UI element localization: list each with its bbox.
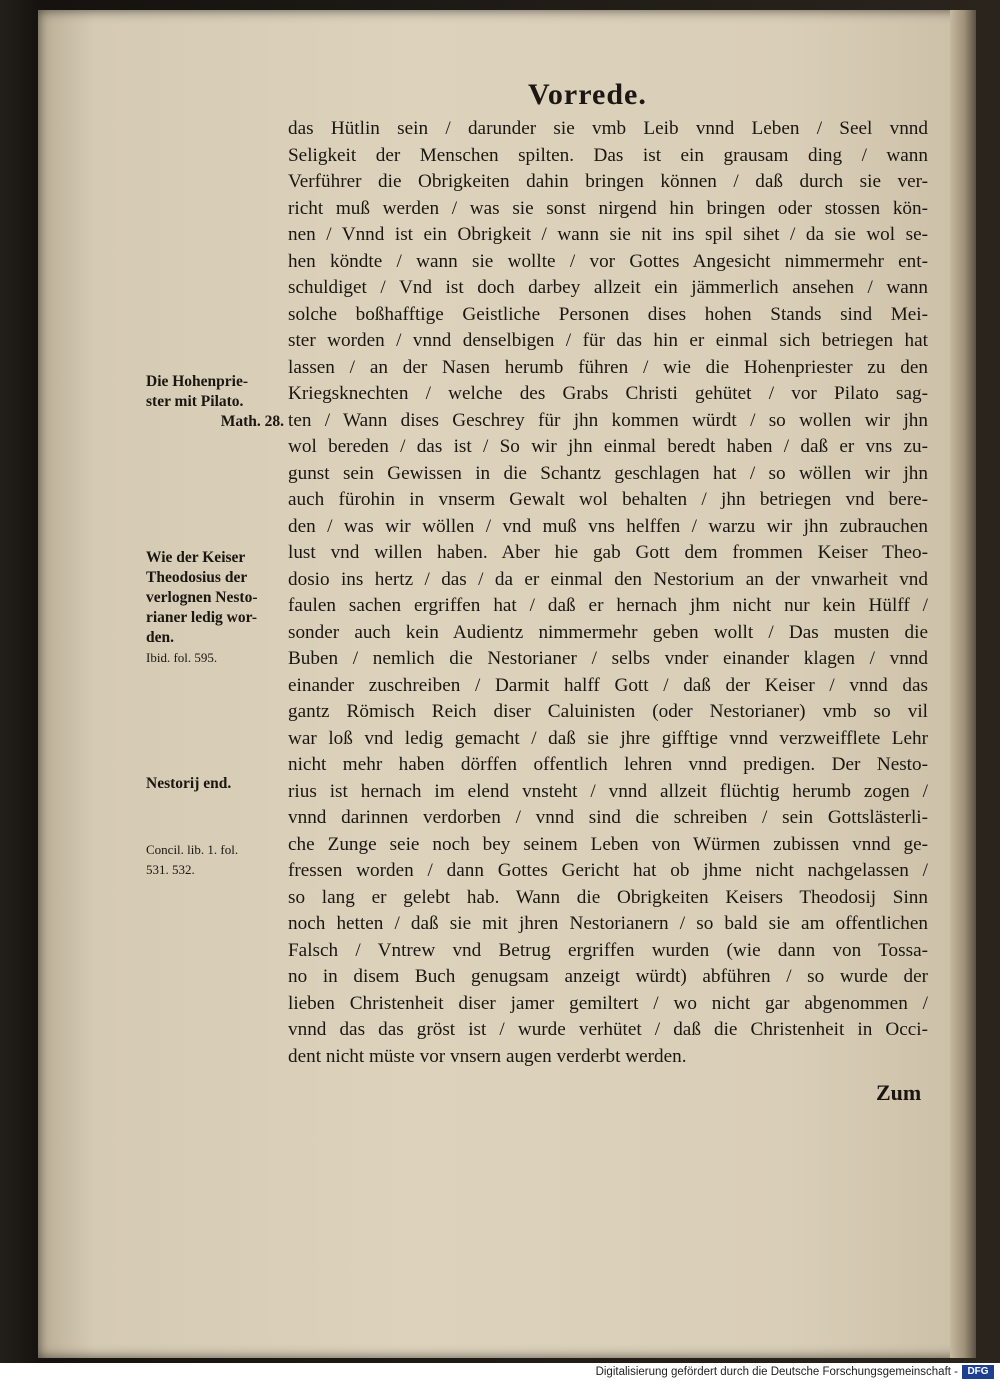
text-line: den / was wir wöllen / vnd muß vns helffen / warzu wir jhn zubrauchen <box>288 515 928 537</box>
margin-note-line: Wie der Keiser <box>146 549 246 566</box>
text-line: wol bereden / das ist / So wir jhn einmal beredt haben / daß er vns zu- <box>288 436 928 457</box>
text-line: sonder auch kein Audientz nimmermehr geben wollt / Das musten die <box>288 621 928 643</box>
catchword: Zum <box>876 1080 922 1105</box>
body-text <box>288 116 928 1070</box>
margin-note-line: 531. 532. <box>146 862 195 877</box>
text-line: lassen / an der Nasen herumb führen / wie die Hohenpriester zu den <box>288 356 928 378</box>
text-line: so lang er gelebt hab. Wann die Obrigkeiten Keisers Theodosij Sinn <box>288 886 928 908</box>
margin-note-line: Concil. lib. 1. fol. <box>146 842 239 857</box>
text-line: lust vnd willen haben. Aber hie gab Gott dem frommen Keiser Theo- <box>288 542 928 563</box>
text-line: schuldiget / Vnd ist doch darbey allzeit ein jämmerlich ansehen / wann <box>288 277 928 298</box>
text-line: rius ist hernach im elend vnsteht / vnnd allzeit flüchtig herumb zogen / <box>288 780 928 802</box>
text-line: auch fürohin in vnserm Gewalt wol behalten / jhn betriegen vnd bere- <box>288 489 928 510</box>
digitization-footer <box>0 1363 1000 1381</box>
text-line: che Zunge seie noch bey seinem Leben von Würmen zubissen vnnd ge- <box>288 833 928 855</box>
margin-note-ref: Math. 28. <box>220 413 284 430</box>
text-line: no in disem Buch genugsam anzeigt würdt) abführen / so wurde der <box>288 966 928 987</box>
text-line: richt muß werden / was sie sonst nirgend hin bringen oder stossen kön- <box>288 197 928 219</box>
page-edge <box>950 10 976 1358</box>
text-line: faulen sachen ergriffen hat / daß er hernach jhm nicht nur kein Hülff / <box>288 595 928 616</box>
margin-note-concil <box>146 840 292 880</box>
dfg-logo[interactable]: DFG <box>962 1365 994 1379</box>
footer-credit-text: Digitalisierung gefördert durch die Deutsche Forschungsgemeinschaft - <box>595 1366 958 1378</box>
text-line: nicht mehr haben dörffen offentlich lehren vnnd predigen. Der Nesto- <box>288 754 928 775</box>
text-line: gantz Römisch Reich diser Caluinisten (oder Nestorianer) vmb so vil <box>288 701 928 722</box>
margin-note-line: ster mit Pilato. <box>146 393 244 410</box>
text-line: gunst sein Gewissen in die Schantz geschlagen hat / so wöllen wir jhn <box>288 462 928 484</box>
text-line: ten / Wann dises Geschrey für jhn kommen würdt / so wollen wir jhn <box>288 409 928 431</box>
margin-note-nestorij-end <box>146 774 292 794</box>
text-line: hen köndte / wann sie wollte / vor Gottes Angesicht nimmermehr ent- <box>288 250 928 272</box>
text-line: ster worden / vnnd denselbigen / für das hin er einmal sich betriegen hat <box>288 330 928 351</box>
text-line: fressen worden / dann Gottes Gericht hat ob jhme nicht nachgelassen / <box>288 860 928 881</box>
text-line: Seligkeit der Menschen spilten. Das ist ein grausam ding / wann <box>288 144 928 166</box>
running-head: Vorrede. <box>528 78 647 111</box>
text-line: Kriegsknechten / welche des Grabs Christi gehütet / vor Pilato sag- <box>288 383 928 404</box>
margin-note-hohenpriester <box>146 372 292 432</box>
text-line: das Hütlin sein / darunder sie vmb Leib vnnd Leben / Seel vnnd <box>288 118 928 139</box>
margin-note-line: den. <box>146 629 174 646</box>
margin-note-theodosius <box>146 548 292 668</box>
text-line: dent nicht müste vor vnsern augen verderbt werden. <box>288 1045 687 1067</box>
text-line: solche boßhafftige Geistliche Personen dises hohen Stands sind Mei- <box>288 303 928 325</box>
text-line: einander zuschreiben / Darmit halff Gott / daß der Keiser / vnnd das <box>288 674 928 696</box>
text-line: Verführer die Obrigkeiten dahin bringen können / daß durch sie ver- <box>288 171 928 192</box>
margin-note-line: Die Hohenprie- <box>146 373 249 390</box>
text-line: vnnd darinnen verdorben / vnnd sind die schreiben / sein Gottslästerli- <box>288 807 928 828</box>
text-line: Buben / nemlich die Nestorianer / selbs vnder einander klagen / vnnd <box>288 648 928 669</box>
text-line: nen / Vnnd ist ein Obrigkeit / wann sie nit ins spil sihet / da sie wol se- <box>288 224 928 245</box>
margin-note-ref: Ibid. fol. 595. <box>146 650 218 665</box>
margin-note-line: Nestorij end. <box>146 775 232 792</box>
text-line: war loß vnd ledig gemacht / daß sie jhre gifftige vnnd verzweifflete Lehr <box>288 727 928 749</box>
margin-note-line: rianer ledig wor- <box>146 609 258 626</box>
margin-note-line: Theodosius der <box>146 569 248 586</box>
text-line: Falsch / Vntrew vnd Betrug ergriffen wurden (wie dann von Tossa- <box>288 939 928 961</box>
text-line: vnnd das das gröst ist / wurde verhütet / daß die Christenheit in Occi- <box>288 1019 928 1040</box>
margin-note-line: verlognen Nesto- <box>146 589 258 606</box>
text-line: noch hetten / daß sie mit jhren Nestorianern / so bald sie am offentlichen <box>288 913 928 934</box>
text-line: dosio ins hertz / das / da er einmal den Nestorium an der vnwarheit vnd <box>288 568 928 590</box>
text-line: lieben Christenheit diser jamer gemiltert / wo nicht gar abgenommen / <box>288 992 928 1014</box>
